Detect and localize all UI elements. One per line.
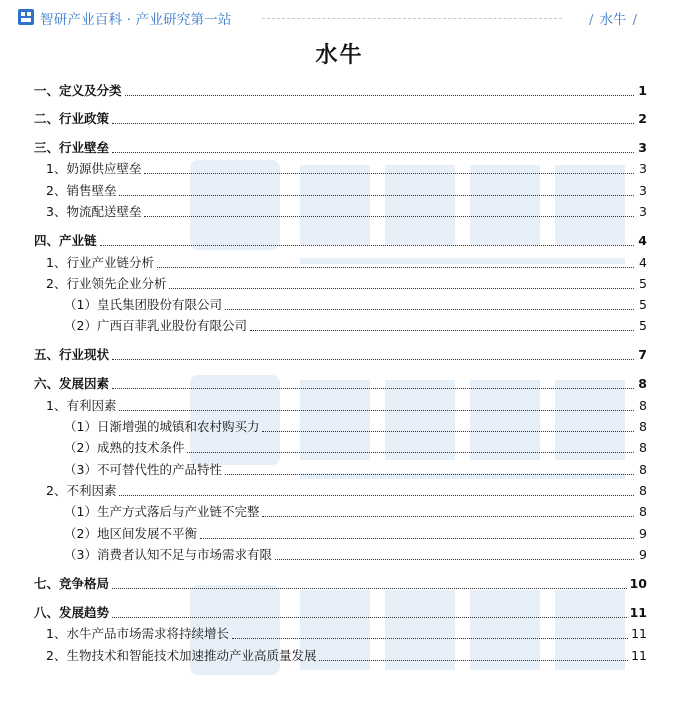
toc-page-number: 4 xyxy=(639,255,647,270)
toc-dot-leader xyxy=(262,516,634,517)
toc-dot-leader xyxy=(169,288,634,289)
toc-dot-leader xyxy=(144,173,634,174)
toc-dot-leader xyxy=(319,660,628,661)
toc-entry-title: （2）成熟的技术条件 xyxy=(64,440,185,455)
toc-dot-leader xyxy=(144,216,634,217)
toc-page-number: 11 xyxy=(631,648,647,663)
toc-entry[interactable] xyxy=(0,229,679,249)
toc-dot-leader xyxy=(119,410,634,411)
toc-dot-leader xyxy=(112,123,634,124)
toc-entry-title: 2、销售壁垒 xyxy=(46,183,117,198)
toc-entry[interactable] xyxy=(0,543,679,563)
toc-page-number: 8 xyxy=(639,419,647,434)
toc-entry-title: 三、行业壁垒 xyxy=(34,140,110,155)
toc-entry[interactable] xyxy=(0,343,679,363)
toc-entry[interactable] xyxy=(0,522,679,542)
toc-entry[interactable] xyxy=(0,200,679,220)
toc-entry[interactable] xyxy=(0,314,679,334)
toc-page-number: 8 xyxy=(639,440,647,455)
toc-dot-leader xyxy=(125,95,634,96)
toc-page-number: 8 xyxy=(638,376,647,391)
toc-entry-title: （3）消费者认知不足与市场需求有限 xyxy=(64,547,272,562)
toc-entry[interactable] xyxy=(0,394,679,414)
toc-dot-leader xyxy=(112,588,627,589)
toc-page-number: 11 xyxy=(631,626,647,641)
toc-page-number: 8 xyxy=(639,398,647,413)
toc-entry-title: 二、行业政策 xyxy=(34,111,110,126)
toc-dot-leader xyxy=(225,309,634,310)
toc-entry-title: 六、发展因素 xyxy=(34,376,110,391)
toc-dot-leader xyxy=(112,388,634,389)
toc-entry-title: 2、生物技术和智能技术加速推动产业高质量发展 xyxy=(46,648,317,663)
toc-entry-title: 1、行业产业链分析 xyxy=(46,255,154,270)
toc-dot-leader xyxy=(112,359,634,360)
toc-entry[interactable] xyxy=(0,79,679,99)
toc-entry-title: 七、竞争格局 xyxy=(34,576,110,591)
toc-page-number: 3 xyxy=(638,140,647,155)
toc-entry[interactable] xyxy=(0,436,679,456)
toc-entry[interactable] xyxy=(0,622,679,642)
toc-entry[interactable] xyxy=(0,500,679,520)
toc-page-number: 7 xyxy=(638,347,647,362)
toc-dot-leader xyxy=(200,538,634,539)
toc-entry[interactable] xyxy=(0,372,679,392)
toc-dot-leader xyxy=(275,559,634,560)
breadcrumb-separator-end: / xyxy=(632,12,637,28)
document-title: 水牛 xyxy=(315,43,364,68)
toc-entry-title: （1）皇氏集团股份有限公司 xyxy=(64,297,222,312)
toc-entry[interactable] xyxy=(0,572,679,592)
toc-dot-leader xyxy=(112,617,627,618)
toc-entry-title: （2）地区间发展不平衡 xyxy=(64,526,197,541)
toc-entry[interactable] xyxy=(0,458,679,478)
toc-entry-title: 1、有利因素 xyxy=(46,398,117,413)
toc-entry-title: （1）生产方式落后与产业链不完整 xyxy=(64,504,260,519)
toc-entry-title: 五、行业现状 xyxy=(34,347,110,362)
toc-entry[interactable] xyxy=(0,107,679,127)
toc-entry-title: 1、奶源供应壁垒 xyxy=(46,161,142,176)
toc-page-number: 5 xyxy=(639,297,647,312)
toc-dot-leader xyxy=(187,452,634,453)
toc-entry[interactable] xyxy=(0,272,679,292)
toc-entry-title: 八、发展趋势 xyxy=(34,605,110,620)
toc-dot-leader xyxy=(100,245,634,246)
toc-entry-title: （1）日渐增强的城镇和农村购买力 xyxy=(64,419,260,434)
toc-entry-title: 2、不利因素 xyxy=(46,483,117,498)
toc-entry-title: 2、行业领先企业分析 xyxy=(46,276,167,291)
toc-page-number: 5 xyxy=(639,276,647,291)
toc-entry-title: （3）不可替代性的产品特性 xyxy=(64,462,222,477)
toc-entry-title: 3、物流配送壁垒 xyxy=(46,204,142,219)
toc-page-number: 2 xyxy=(638,111,647,126)
toc-page-number: 11 xyxy=(629,605,647,620)
toc-page-number: 10 xyxy=(629,576,647,591)
toc-page-number: 5 xyxy=(639,318,647,333)
toc-page-number: 8 xyxy=(639,504,647,519)
toc-page-number: 3 xyxy=(639,204,647,219)
toc-dot-leader xyxy=(262,431,634,432)
toc-page-number: 8 xyxy=(639,462,647,477)
toc-entry[interactable] xyxy=(0,157,679,177)
brand-title[interactable]: 智研产业百科 · 产业研究第一站 xyxy=(40,12,232,28)
toc-page-number: 3 xyxy=(639,183,647,198)
toc-page-number: 8 xyxy=(639,483,647,498)
toc-entry[interactable] xyxy=(0,179,679,199)
toc-entry-title: 一、定义及分类 xyxy=(34,83,122,98)
toc-entry[interactable] xyxy=(0,644,679,664)
toc-dot-leader xyxy=(232,638,628,639)
toc-page-number: 3 xyxy=(639,161,647,176)
toc-entry-title: 1、水牛产品市场需求将持续增长 xyxy=(46,626,229,641)
toc-entry[interactable] xyxy=(0,479,679,499)
toc-dot-leader xyxy=(225,474,634,475)
toc-entry[interactable] xyxy=(0,136,679,156)
toc-page-number: 1 xyxy=(638,83,647,98)
toc-page-number: 4 xyxy=(638,233,647,248)
toc-dot-leader xyxy=(119,495,634,496)
breadcrumb-current[interactable]: 水牛 xyxy=(599,12,627,28)
toc-entry[interactable] xyxy=(0,293,679,313)
toc-dot-leader xyxy=(119,195,634,196)
toc-entry[interactable] xyxy=(0,415,679,435)
toc-page-number: 9 xyxy=(639,526,647,541)
toc-page-number: 9 xyxy=(639,547,647,562)
toc-dot-leader xyxy=(157,267,634,268)
toc-entry-title: 四、产业链 xyxy=(34,233,97,248)
toc-entry[interactable] xyxy=(0,251,679,271)
toc-dot-leader xyxy=(112,152,634,153)
toc-entry-title: （2）广西百菲乳业股份有限公司 xyxy=(64,318,247,333)
toc-dot-leader xyxy=(250,330,634,331)
breadcrumb-separator: / xyxy=(588,12,594,28)
toc-entry[interactable] xyxy=(0,601,679,621)
